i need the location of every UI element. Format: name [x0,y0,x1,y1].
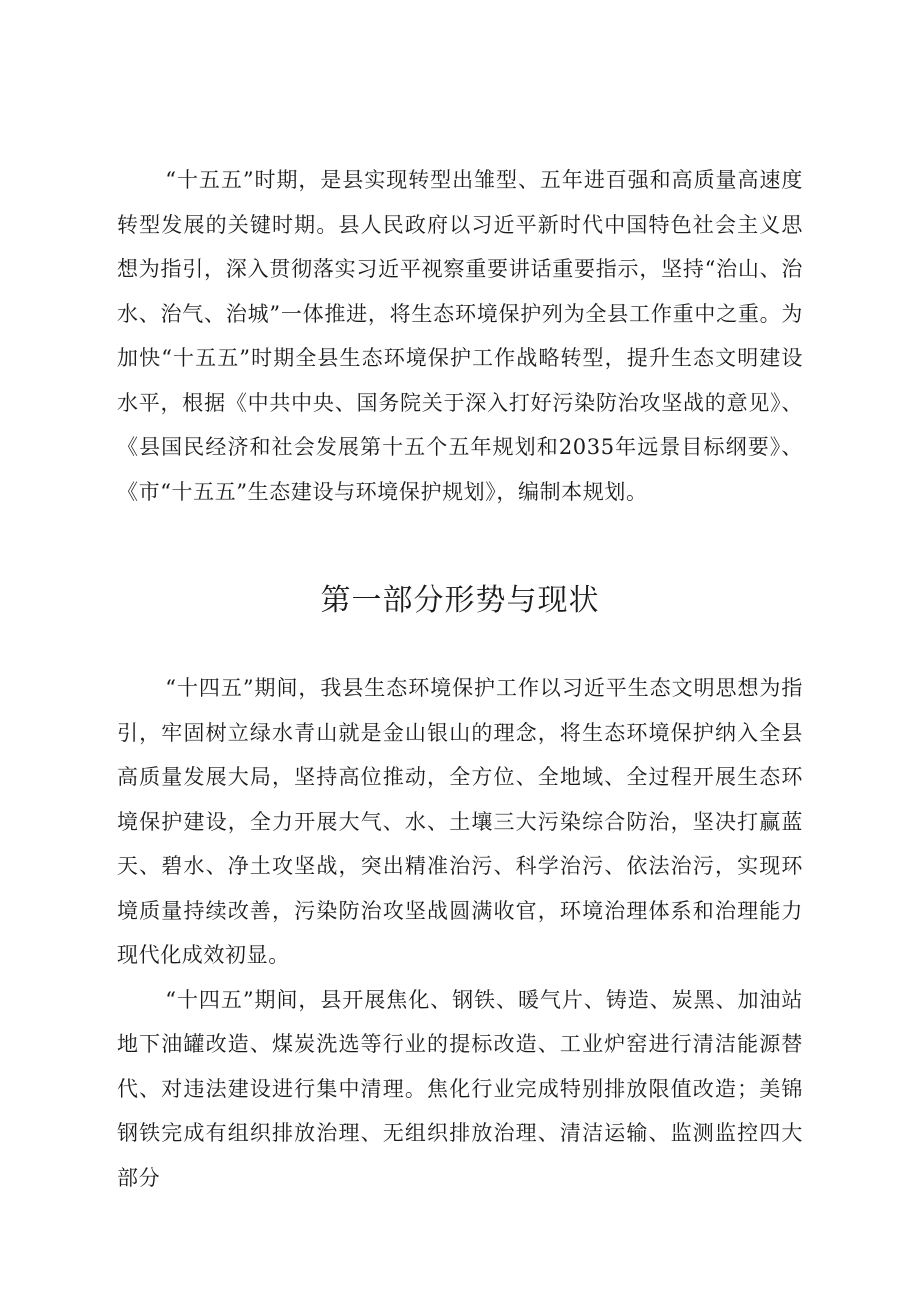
section-body [117,666,803,1200]
intro-paragraph-1: “十五五”时期，是县实现转型出雏型、五年进百强和高质量高速度转型发展的关键时期。县人民政府以习近平新时代中国特色社会主义思想为指引，深入贯彻落实习近平视察重要讲话重要指示，坚持“治山、治水、治气、治城”一体推进，将生态环境保护列为全县工作重中之重。为加快“十五五”时期全县生态环境保护工作战略转型，提升生态文明建设水平，根据《中共中央、国务院关于深入打好污染防治攻坚战的意见》、《县国民经济和社会发展第十五个五年规划和2035年远景目标纲要》、《市“十五五”生态建设与环境保护规划》，编制本规划。 [117,168,803,504]
section-paragraph-1: “十四五”期间，我县生态环境保护工作以习近平生态文明思想为指引，牢固树立绿水青山就是金山银山的理念，将生态环境保护纳入全县高质量发展大局，坚持高位推动，全方位、全地域、全过程开展生态环境保护建设，全力开展大气、水、土壤三大污染综合防治，坚决打赢蓝天、碧水、净土攻坚战，突出精准治污、科学治污、依法治污，实现环境质量持续改善，污染防治攻坚战圆满收官，环境治理体系和治理能力现代化成效初显。 [117,676,803,967]
section-paragraph-2: “十四五”期间，县开展焦化、钢铁、暖气片、铸造、炭黑、加油站地下油罐改造、煤炭洗选等行业的提标改造、工业炉窑进行清洁能源替代、对违法建设进行集中清理。焦化行业完成特别排放限值改造；美锦钢铁完成有组织排放治理、无组织排放治理、清洁运输、监测监控四大部分 [117,987,803,1190]
intro-section [117,158,803,514]
section-title: 第一部分形势与现状 [320,583,600,618]
